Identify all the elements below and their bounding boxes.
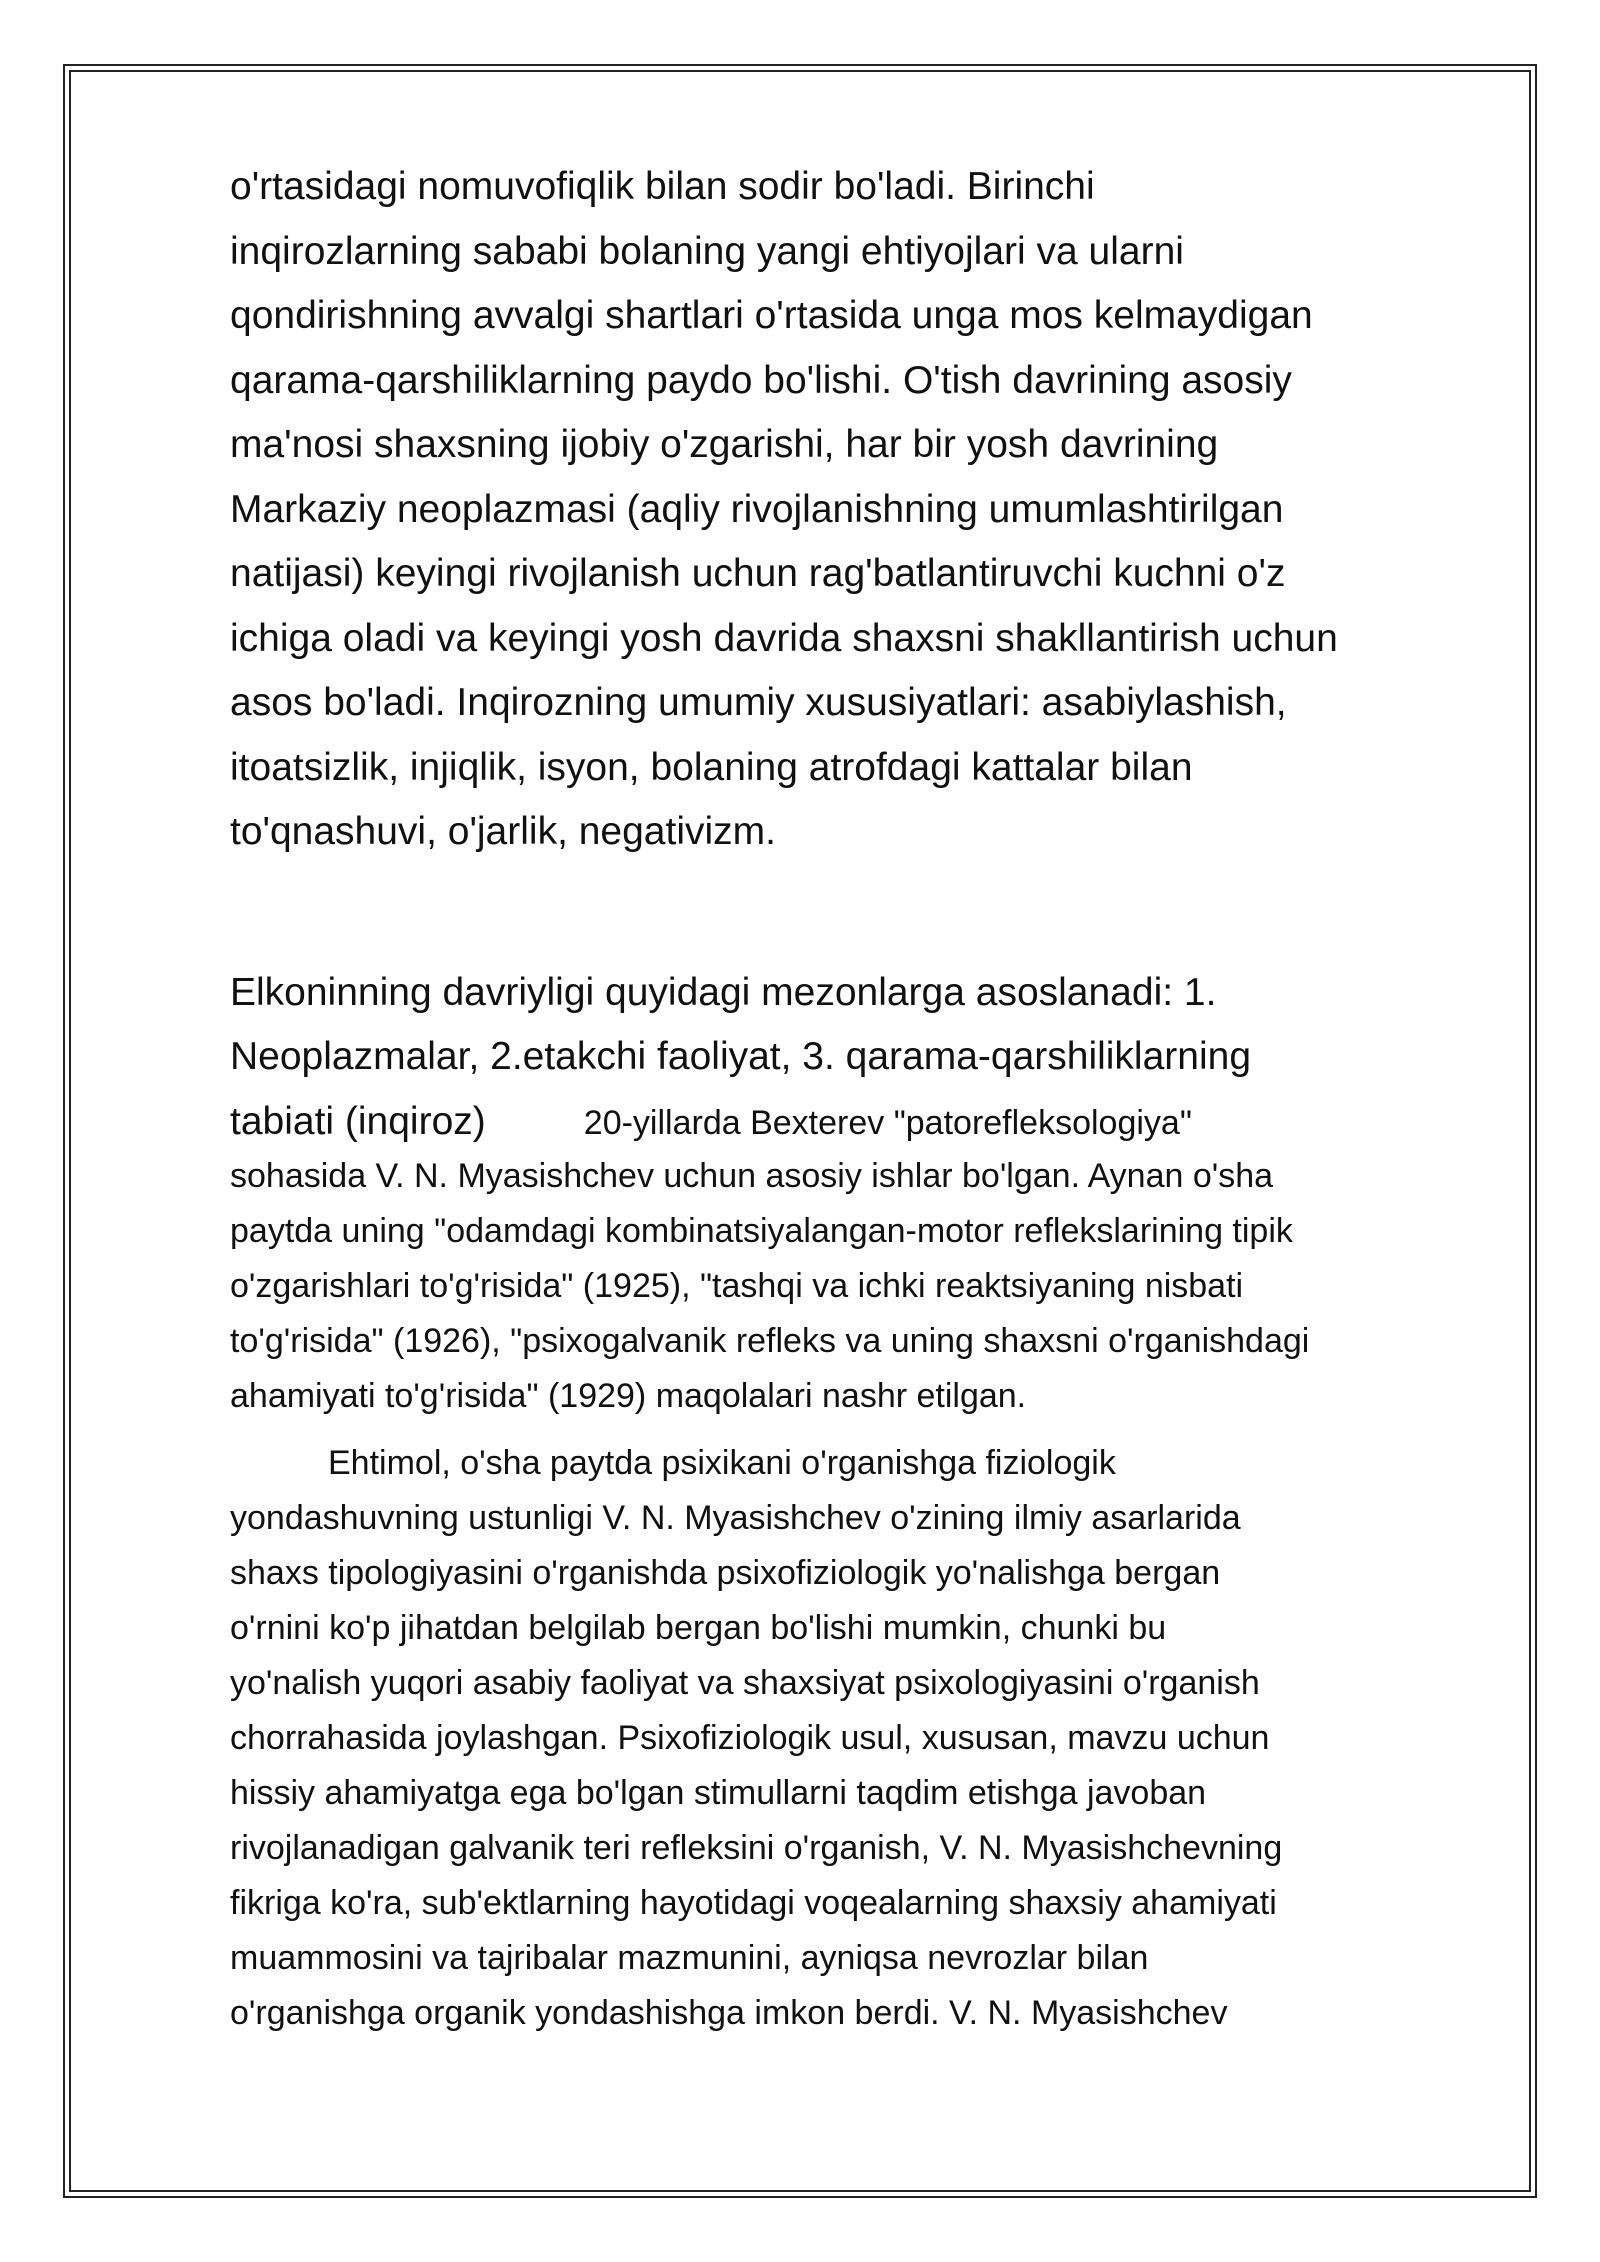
text-line: to'qnashuvi, o'jarlik, negativizm.: [230, 810, 776, 853]
text-line: paytda uning "odamdagi kombinatsiyalangan-motor reflekslarining tipik: [230, 1212, 1293, 1250]
text-line: Ehtimol, o'sha paytda psixikani o'rganishga fiziologik: [328, 1444, 1116, 1482]
text-line: hissiy ahamiyatga ega bo'lgan stimullarni taqdim etishga javoban: [230, 1774, 1207, 1812]
text-line: ichiga oladi va keyingi yosh davrida shaxsni shakllantirish uchun: [230, 616, 1338, 660]
text-line: o'rnini ko'p jihatdan belgilab bergan bo'lishi mumkin, chunki bu: [230, 1609, 1167, 1647]
text-line: yo'nalish yuqori asabiy faoliyat va shaxsiyat psixologiyasini o'rganish: [230, 1664, 1260, 1702]
text-line: ma'nosi shaxsning ijobiy o'zgarishi, har bir yosh davrining: [230, 423, 1219, 466]
text-line: asos bo'ladi. Inqirozning umumiy xususiyatlari: asabiylashish,: [230, 681, 1287, 724]
text-line: rivojlanadigan galvanik teri refleksini o'rganish, V. N. Myasishchevning: [230, 1829, 1283, 1867]
paragraph-1: [230, 155, 1520, 865]
text-line: muammosini va tajribalar mazmunini, ayniqsa nevrozlar bilan: [230, 1939, 1149, 1977]
text-line: qarama-qarshiliklarning paydo bo'lishi. O'tish davrining asosiy: [230, 358, 1292, 402]
paragraph-2-continuation: [230, 1149, 1530, 1424]
text-line-indented: [230, 1436, 1530, 1491]
text-line: chorrahasida joylashgan. Psixofiziologik usul, xususan, mavzu uchun: [230, 1719, 1270, 1757]
text-line-small: 20-yillarda Bexterev "patorefleksologiya": [583, 1103, 1192, 1142]
text-line: yondashuvning ustunligi V. N. Myasishchev o'zining ilmiy asarlarida: [230, 1499, 1241, 1537]
text-line: o'rganishga organik yondashishga imkon berdi. V. N. Myasishchev: [230, 1994, 1228, 2032]
text-line: qondirishning avvalgi shartlari o'rtasida unga mos kelmaydigan: [230, 294, 1313, 337]
text-line: to'g'risida" (1926), "psixogalvanik refleks va uning shaxsni o'rganishdagi: [230, 1322, 1310, 1360]
text-line: fikriga ko'ra, sub'ektlarning hayotidagi voqealarning shaxsiy ahamiyati: [230, 1884, 1277, 1922]
text-line: Elkoninning davriyligi quyidagi mezonlarga asoslanadi: 1.: [230, 970, 1217, 1014]
text-line: o'zgarishlari to'g'risida" (1925), "tashqi va ichki reaktsiyaning nisbati: [230, 1267, 1244, 1305]
text-line-large: tabiati (inqiroz): [230, 1099, 486, 1143]
text-line: itoatsizlik, injiqlik, isyon, bolaning atrofdagi kattalar bilan: [230, 745, 1193, 789]
text-line: ahamiyati to'g'risida" (1929) maqolalari nashr etilgan.: [230, 1377, 1027, 1415]
text-line: natijasi) keyingi rivojlanish uchun rag'batlantiruvchi kuchni o'z: [230, 552, 1286, 595]
text-line: inqirozlarning sababi bolaning yangi ehtiyojlari va ularni: [230, 229, 1184, 273]
text-line: Neoplazmalar, 2.etakchi faoliyat, 3. qarama-qarshiliklarning: [230, 1035, 1252, 1078]
mixed-text-line: [230, 1090, 1430, 1156]
text-line: sohasida V. N. Myasishchev uchun asosiy ishlar bo'lgan. Aynan o'sha: [230, 1157, 1274, 1195]
text-line: Markaziy neoplazmasi (aqliy rivojlanishning umumlashtirilgan: [230, 487, 1284, 531]
paragraph-2: [230, 961, 1430, 1156]
text-line: o'rtasidagi nomuvofiqlik bilan sodir bo'ladi. Birinchi: [230, 165, 1095, 208]
text-line: shaxs tipologiyasini o'rganishda psixofiziologik yo'nalishga bergan: [230, 1554, 1221, 1592]
paragraph-3: [230, 1436, 1530, 2041]
document-body: [230, 155, 1530, 2041]
